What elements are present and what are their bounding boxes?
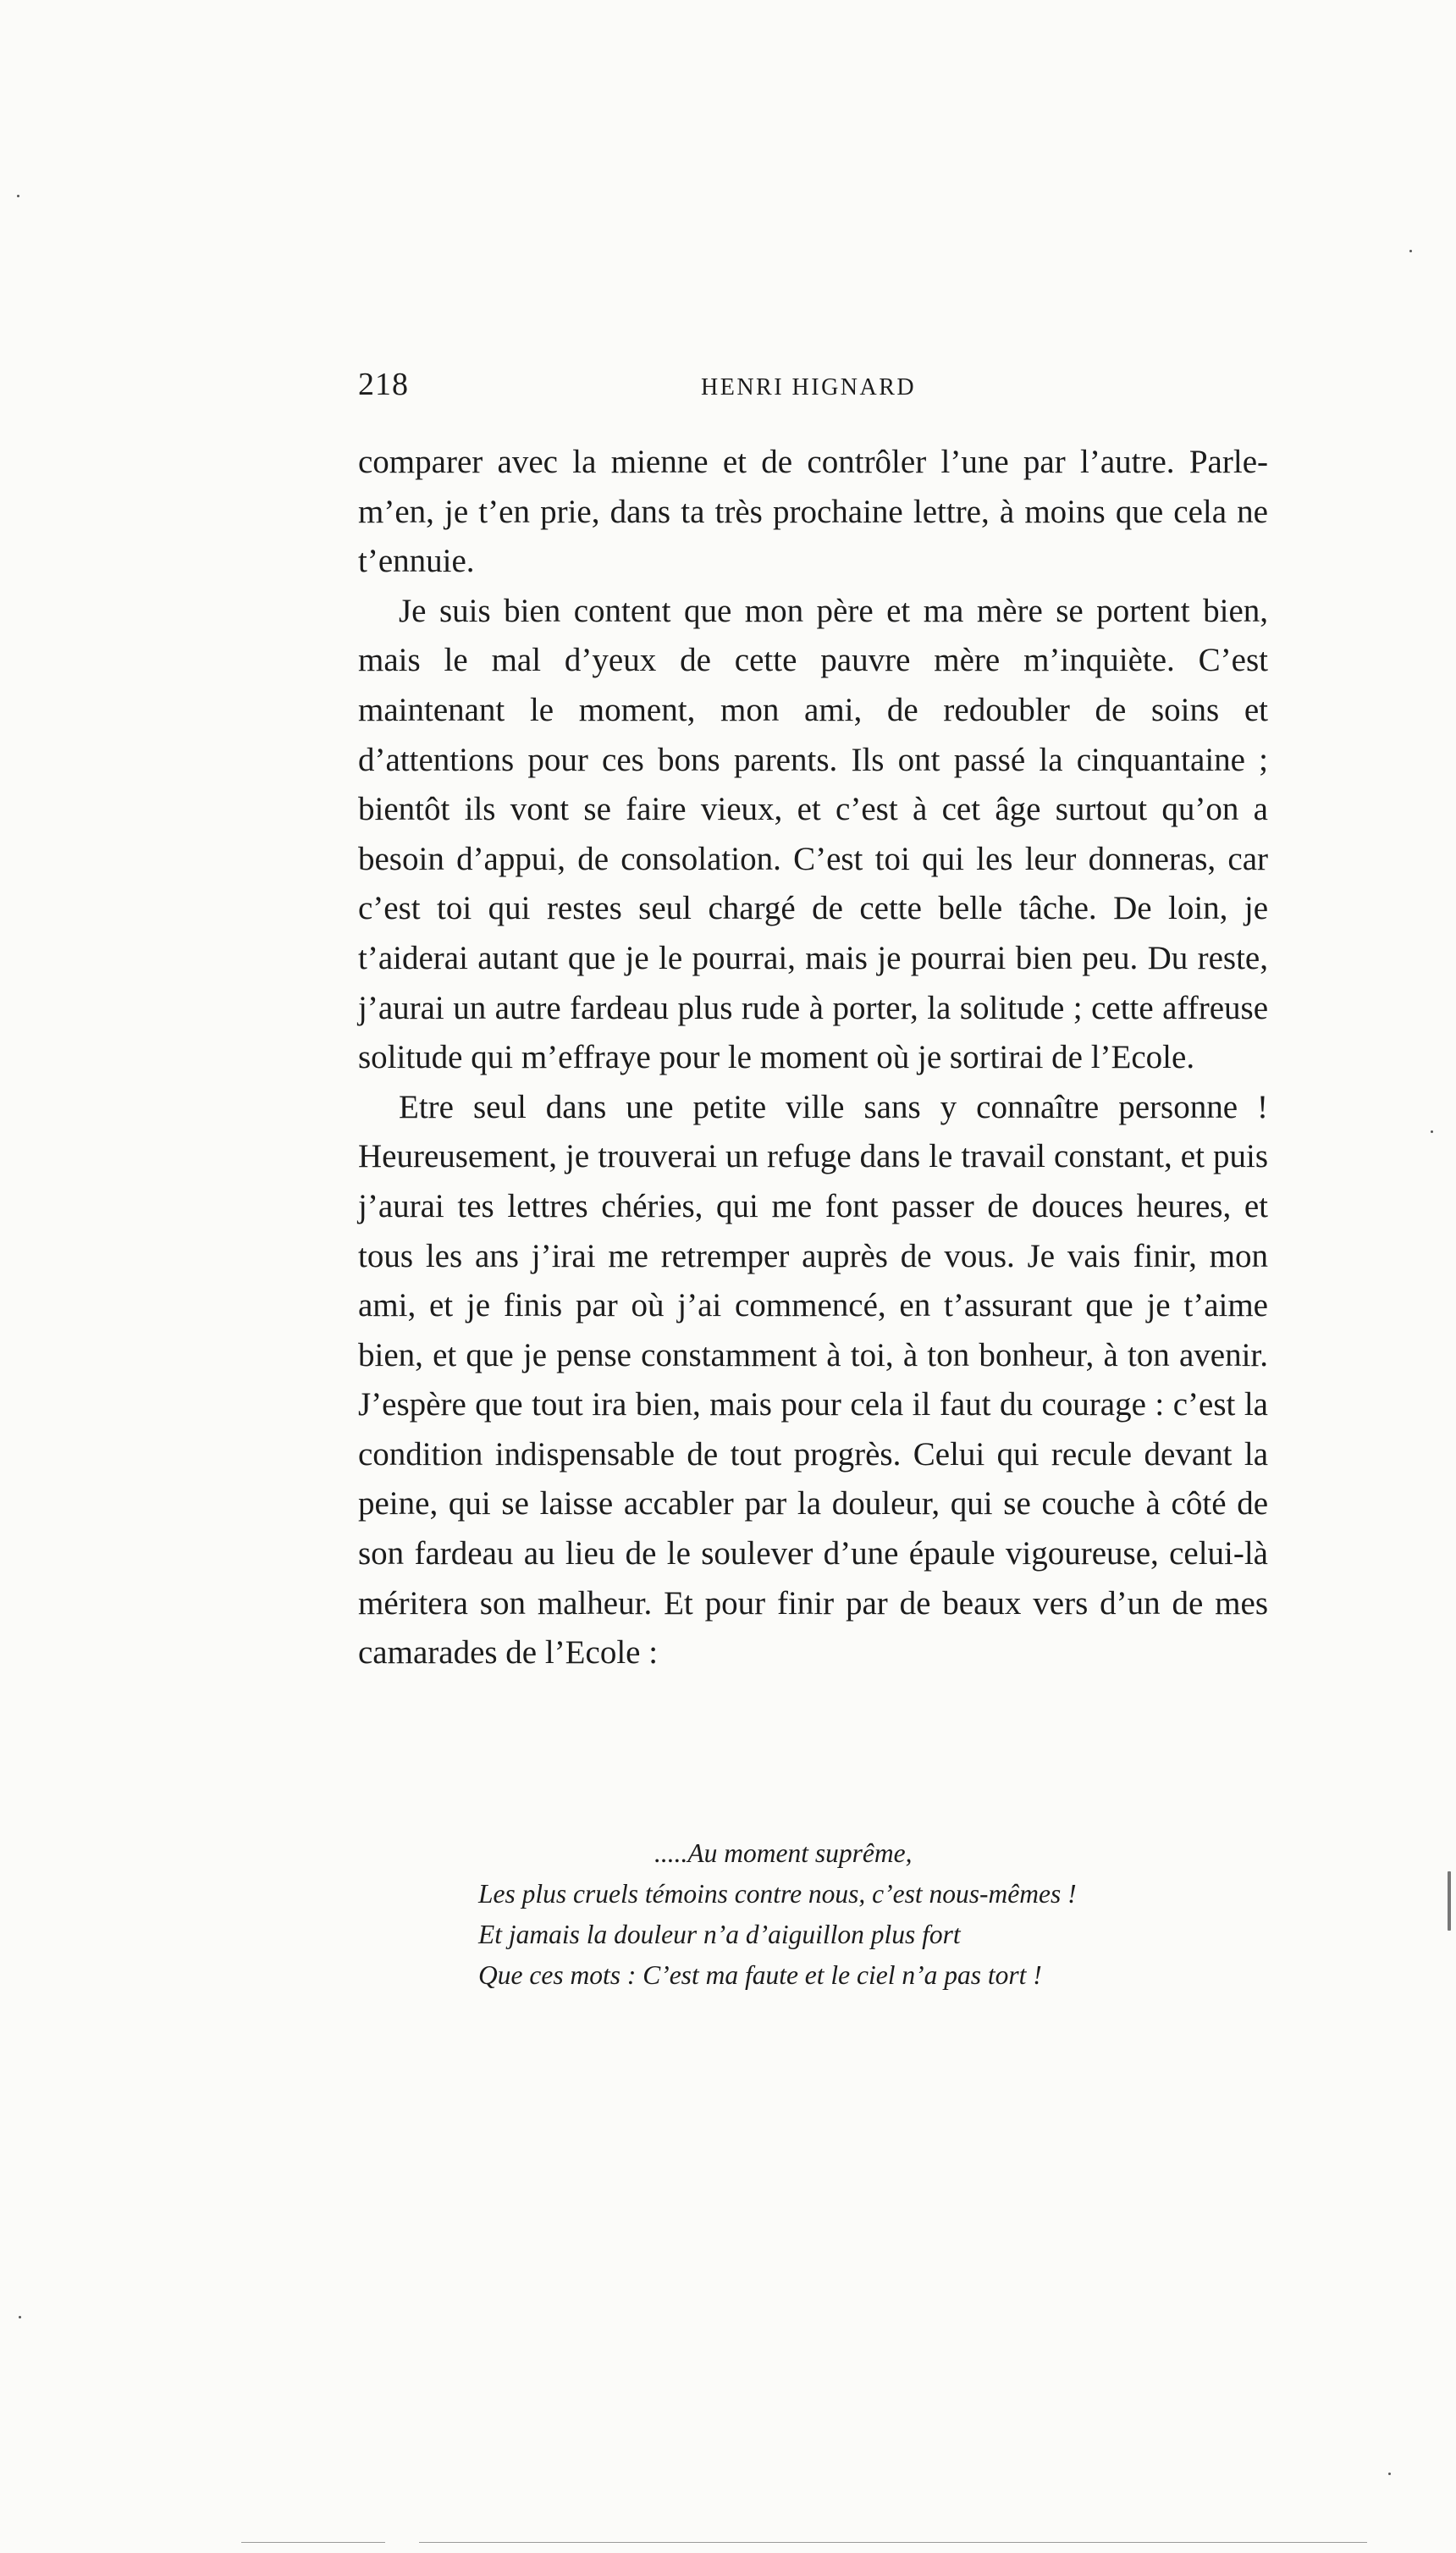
verse-line-3: Et jamais la douleur n’a d’aiguillon plus fort [478, 1920, 961, 1949]
verse-line-1: .....Au moment suprême, [654, 1838, 913, 1868]
body-text [358, 438, 1268, 1678]
scan-speck [1431, 1130, 1433, 1133]
scan-edge-rule [419, 2542, 1367, 2543]
page-header [358, 366, 1272, 417]
scan-edge-rule [241, 2542, 385, 2543]
paragraph-2: Je suis bien content que mon père et ma mère se portent bien, mais le mal d’yeux de cette pauvre mère m’inquiète. C’est maintenant le moment, mon ami, de redoubler de soins et d’attentions pour ces bons parents. Ils ont passé la cinquantaine ; bientôt ils vont se faire vieux, et c’est à cet âge surtout qu’on a besoin d’appui, de consolation. C’est toi qui les leur donneras, car c’est toi qui restes seul chargé de cette belle tâche. De loin, je t’aiderai autant que je le pourrai, mais je pourrai bien peu. Du reste, j’aurai un autre fardeau plus rude à porter, la solitude ; cette affreuse solitude qui m’effraye pour le moment où je sortirai de l’Ecole. [358, 592, 1268, 1076]
paragraph-3: Etre seul dans une petite ville sans y connaître personne ! Heureusement, je trouverai un refuge dans le travail constant, et puis j’aurai tes lettres chéries, qui me font passer de douces heures, et tous les ans j’irai me retremper auprès de vous. Je vais finir, mon ami, et je finis par où j’ai commencé, en t’assurant que je t’aime bien, et que je pense constamment à toi, à ton bonheur, à ton avenir. J’espère que tout ira bien, mais pour cela il faut du courage : c’est la condition indispensable de tout progrès. Celui qui recule devant la peine, qui se laisse accabler par la douleur, qui se couche à côté de son fardeau au lieu de le soulever d’une épaule vigoureuse, celui-là méritera son malheur. Et pour finir par de beaux vers d’un de mes camarades de l’Ecole : [358, 1088, 1268, 1672]
scan-speck [1409, 250, 1412, 252]
paragraph-1: comparer avec la mienne et de contrôler l’une par l’autre. Parle-m’en, je t’en prie, dans ta très prochaine lettre, à moins que cela ne t’ennuie. [358, 444, 1268, 580]
verse-line-2: Les plus cruels témoins contre nous, c’est nous-mêmes ! [478, 1879, 1077, 1909]
running-head: HENRI HIGNARD [701, 374, 917, 401]
verse-line-4: Que ces mots : C’est ma faute et le ciel n’a pas tort ! [478, 1960, 1042, 1990]
scan-speck [19, 2316, 21, 2318]
page-number: 218 [358, 367, 409, 402]
verse-quotation [478, 1833, 1189, 1996]
scan-speck [1388, 2473, 1391, 2475]
scan-speck [17, 195, 19, 197]
scan-speck [1448, 1871, 1451, 1931]
